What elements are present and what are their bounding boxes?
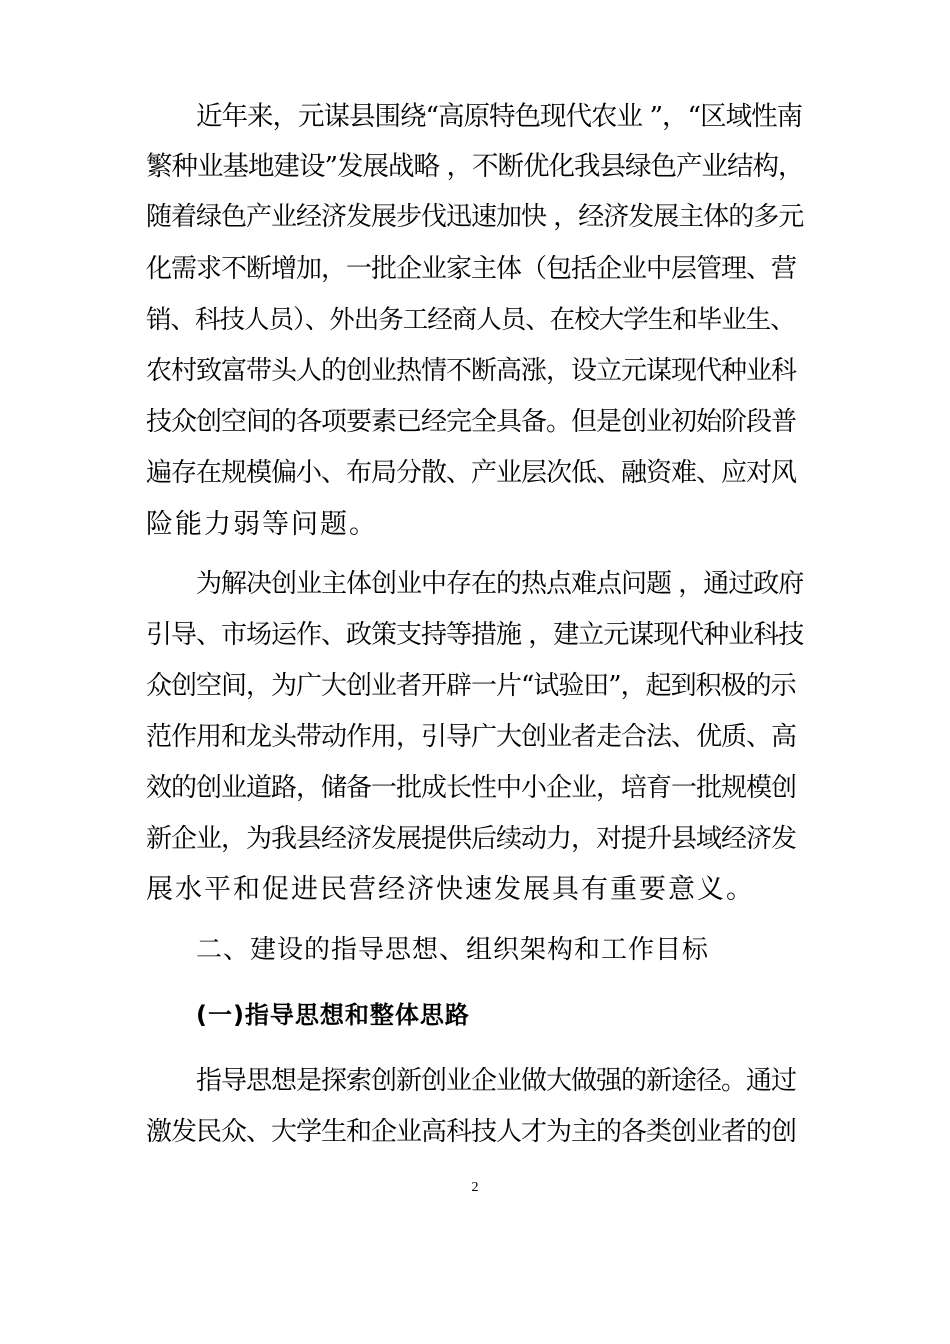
paragraph-line: 激发民众、大学生和企业高科技人才为主的各类创业者的创 — [146, 1117, 797, 1147]
paragraph-line: 近年来，元谋县围绕“高原特色现代农业 ”，“区域性南 — [196, 101, 803, 132]
paragraph-line: 指导思想是探索创新创业企业做大做强的新途径。通过 — [196, 1066, 797, 1096]
paragraph-line: 引导、市场运作、政策支持等措施 ，建立元谋现代种业科技 — [146, 620, 804, 650]
paragraph-line: 销、科技人员）、外出务工经商人员、在校大学生和毕业生、 — [146, 305, 795, 335]
paragraph-line: 化需求不断增加，一批企业家主体（包括企业中层管理、营 — [146, 254, 797, 284]
paragraph-line: 为解决创业主体创业中存在的热点难点问题 ，通过政府 — [196, 569, 804, 599]
paragraph-line: 展水平和促进民营经济快速发展具有重要意义。 — [146, 874, 755, 905]
paragraph-line: 技众创空间的各项要素已经完全具备。但是创业初始阶段普 — [146, 407, 797, 437]
section-heading: 二、建设的指导思想、组织架构和工作目标 — [196, 935, 710, 965]
paragraph-line: 众创空间，为广大创业者开辟一片“试验田”，起到积极的示 — [146, 671, 796, 701]
subsection-heading: (一)指导思想和整体思路 — [196, 1001, 470, 1029]
paragraph-line: 随着绿色产业经济发展步伐迅速加快 ，经济发展主体的多元 — [146, 202, 804, 232]
paragraph-line: 农村致富带头人的创业热情不断高涨，设立元谋现代种业科 — [146, 356, 797, 386]
paragraph-line: 效的创业道路，储备一批成长性中小企业，培育一批规模创 — [146, 773, 797, 803]
paragraph-line: 范作用和龙头带动作用，引导广大创业者走合法、优质、高 — [146, 722, 797, 752]
paragraph-line: 新企业，为我县经济发展提供后续动力，对提升县域经济发 — [146, 824, 797, 854]
paragraph-line: 遍存在规模偏小、布局分散、产业层次低、融资难、应对风 — [146, 458, 797, 488]
paragraph-line: 繁种业基地建设”发展战略 ，不断优化我县绿色产业结构， — [146, 151, 804, 182]
page-number: 2 — [471, 1180, 479, 1195]
paragraph-line: 险能力弱等问题。 — [146, 509, 378, 540]
